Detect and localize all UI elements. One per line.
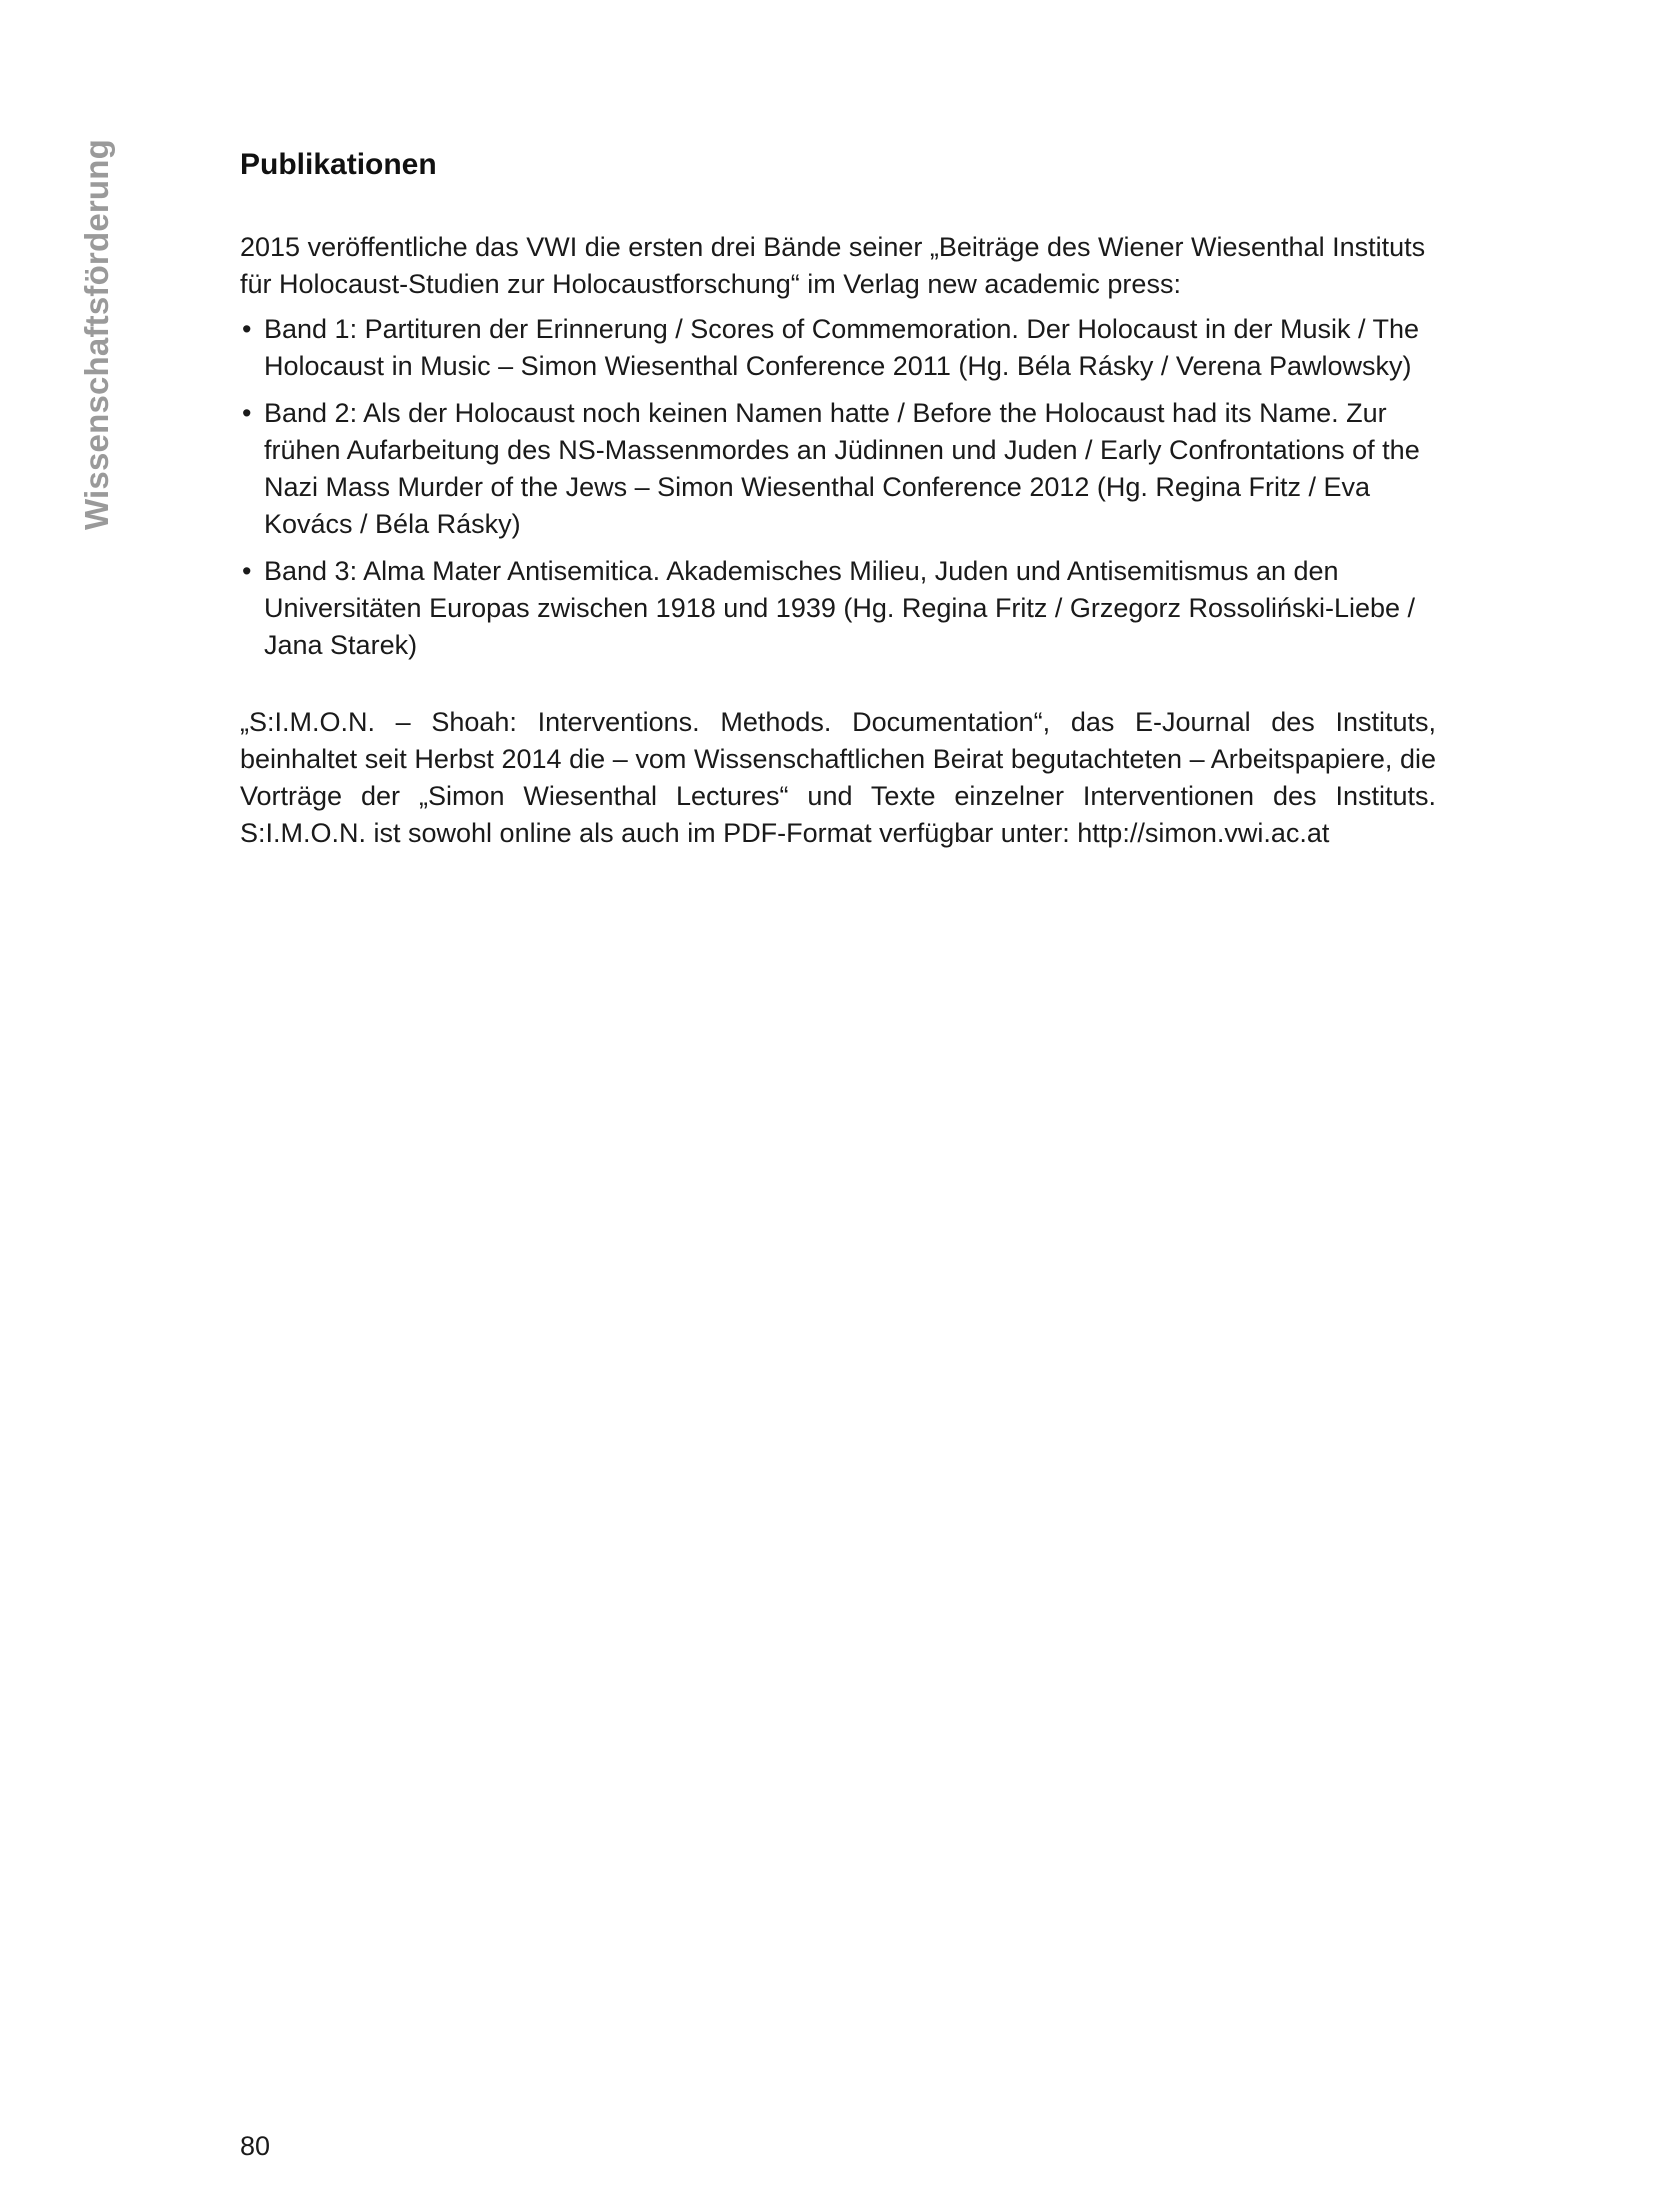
band-2-text: Band 2: Als der Holocaust noch keinen Namen hatte / Before the Holocaust had its Name. Zur frühen Aufarbeitung des NS-Massenmordes an Jüdinnen und Juden / Early Confrontations of the Nazi Mass Murder of the Jews – Simon Wiesenthal Conference 2012 (Hg. Regina Fritz / Eva Kovács / Béla Rásky) xyxy=(264,398,1420,539)
band-list xyxy=(240,311,1436,664)
section-side-label xyxy=(74,140,120,530)
bullet-icon: • xyxy=(242,398,252,428)
bullet-icon: • xyxy=(242,314,252,344)
page-title: Publikationen xyxy=(240,148,437,181)
simon-paragraph: „S:I.M.O.N. – Shoah: Interventions. Methods. Documentation“, das E-Journal des Instituts, beinhaltet seit Herbst 2014 die – vom Wissenschaftlichen Beirat begutachteten – Arbeitspapiere, die Vorträge der „Simon Wiesenthal Lectures“ und Texte einzelner Interventionen des Instituts. S:I.M.O.N. ist sowohl online als auch im PDF-Format verfügbar unter: http://simon.vwi.ac.at xyxy=(240,707,1436,848)
intro-paragraph: 2015 veröffentliche das VWI die ersten drei Bände seiner „Beiträge des Wiener Wiesenthal Instituts für Holocaust-Studien zur Holocaustforschung“ im Verlag new academic press: xyxy=(240,232,1426,299)
band-1-text: Band 1: Partituren der Erinnerung / Scores of Commemoration. Der Holocaust in der Musik / The Holocaust in Music – Simon Wiesenthal Conference 2011 (Hg. Béla Rásky / Verena Pawlowsky) xyxy=(264,314,1420,381)
list-item xyxy=(240,553,1436,664)
band-3-text: Band 3: Alma Mater Antisemitica. Akademisches Milieu, Juden und Antisemitismus an den Universitäten Europas zwischen 1918 und 1939 (Hg. Regina Fritz / Grzegorz Rossoliński-Liebe / Jana Starek) xyxy=(264,556,1416,660)
list-item xyxy=(240,311,1436,385)
bullet-icon: • xyxy=(242,556,252,586)
main-content xyxy=(240,145,1436,852)
section-side-label-text: Wissenschaftsförderung xyxy=(78,138,115,530)
page-number: 80 xyxy=(240,2131,271,2161)
list-item xyxy=(240,395,1436,543)
